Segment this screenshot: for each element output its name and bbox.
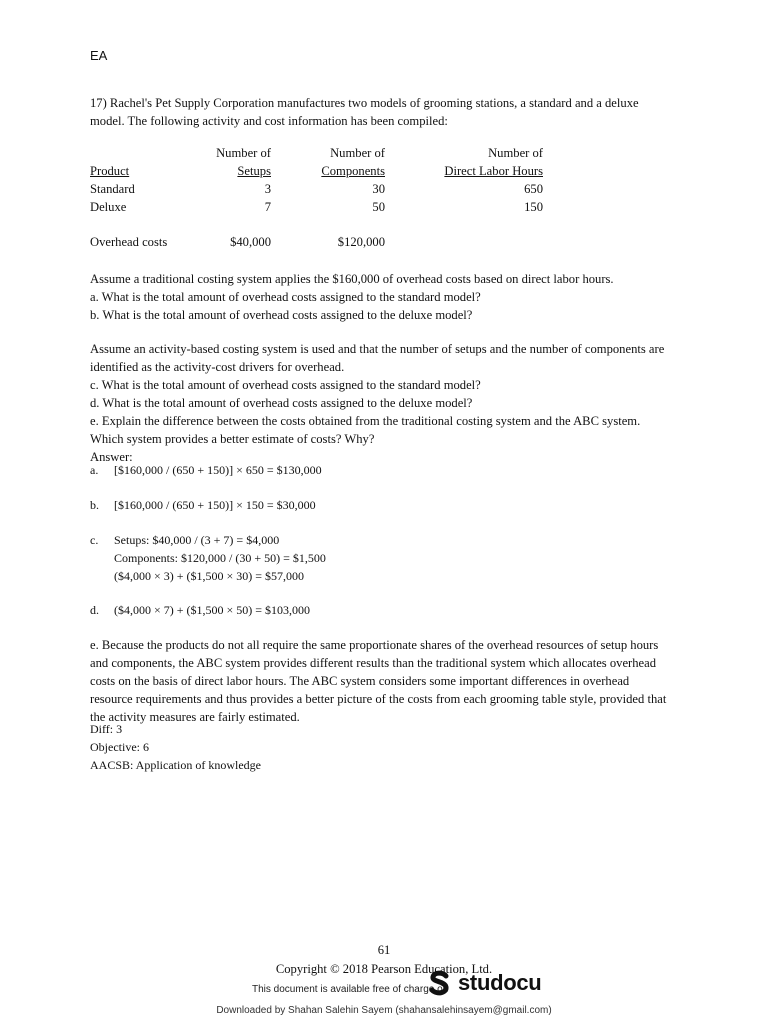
studocu-wordmark: studocu bbox=[458, 970, 542, 995]
page-number: 61 bbox=[377, 943, 391, 957]
overhead-setups: $40,000 bbox=[230, 235, 271, 249]
question-intro: 17) Rachel's Pet Supply Corporation manufactures two models of grooming stations, a standard and a deluxe model. The following activity and cost information has been compiled: bbox=[90, 96, 639, 128]
answer-a-text: [$160,000 / (650 + 150)] × 650 = $130,000 bbox=[114, 463, 322, 477]
table-row bbox=[90, 200, 560, 218]
copyright: Copyright © 2018 Pearson Education, Ltd. bbox=[275, 962, 493, 976]
components-cell: 30 bbox=[372, 182, 385, 196]
question-c: c. What is the total amount of overhead costs assigned to the standard model? bbox=[90, 378, 481, 392]
question-a: a. What is the total amount of overhead costs assigned to the standard model? bbox=[90, 290, 481, 304]
answer-b-label: b. bbox=[90, 498, 99, 512]
answer-d bbox=[90, 601, 310, 619]
answer-a bbox=[90, 461, 322, 479]
components-cell: 50 bbox=[372, 200, 385, 214]
header-number-of-dlh-top: Number of bbox=[488, 146, 543, 160]
dlh-cell: 150 bbox=[524, 200, 543, 214]
table-header-row-bottom bbox=[90, 164, 560, 182]
studocu-logo[interactable] bbox=[426, 968, 541, 998]
overhead-components: $120,000 bbox=[337, 235, 385, 249]
overhead-label: Overhead costs bbox=[90, 235, 168, 249]
answer-e: e. Because the products do not all require the same proportionate shares of the overhead resources of setup hours and components, the ABC system provides different results than the traditional system which allocates overhead costs on the basis of direct labor hours. The ABC system considers some important differences in overhead resource requirements and thus provides a better picture of the costs from each grooming table style, provided that the activity measures are fairly estimated. bbox=[90, 638, 667, 724]
overhead-costs-row bbox=[90, 235, 560, 253]
studocu-availability-note: This document is available free of charge on bbox=[252, 984, 449, 995]
header-mark: EA bbox=[90, 48, 108, 63]
setups-cell: 3 bbox=[264, 182, 271, 196]
traditional-premise: Assume a traditional costing system applies the $160,000 of overhead costs based on direct labor hours. bbox=[90, 272, 614, 286]
answer-c-line: Components: $120,000 / (30 + 50) = $1,500 bbox=[114, 551, 326, 565]
answer-a-label: a. bbox=[90, 463, 99, 477]
studocu-s-icon bbox=[426, 969, 454, 997]
downloaded-by: Downloaded by Shahan Salehin Sayem (shahansalehinsayem@gmail.com) bbox=[216, 1005, 552, 1016]
abc-premise: Assume an activity-based costing system is used and that the number of setups and the number of components are identified as the activity-cost drivers for overhead. bbox=[90, 342, 665, 374]
activity-cost-table bbox=[90, 146, 560, 253]
answer-c bbox=[90, 531, 326, 585]
header-number-of-components-top: Number of bbox=[330, 146, 385, 160]
abc-questions bbox=[90, 340, 670, 466]
answer-c-line: Setups: $40,000 / (3 + 7) = $4,000 bbox=[114, 533, 280, 547]
difficulty: Diff: 3 bbox=[90, 722, 123, 736]
header-product: Product bbox=[90, 164, 130, 178]
answer-d-label: d. bbox=[90, 603, 99, 617]
header-number-of-setups-top: Number of bbox=[216, 146, 271, 160]
traditional-questions bbox=[90, 270, 670, 324]
answer-b bbox=[90, 496, 316, 514]
question-d: d. What is the total amount of overhead costs assigned to the deluxe model? bbox=[90, 396, 473, 410]
dlh-cell: 650 bbox=[524, 182, 543, 196]
question-b: b. What is the total amount of overhead costs assigned to the deluxe model? bbox=[90, 308, 473, 322]
aacsb: AACSB: Application of knowledge bbox=[90, 758, 261, 772]
answer-d-text: ($4,000 × 7) + ($1,500 × 50) = $103,000 bbox=[114, 603, 311, 617]
product-cell: Standard bbox=[90, 182, 135, 196]
question-e: e. Explain the difference between the costs obtained from the traditional costing system and the ABC system. Which system provides a better estimate of costs? Why? bbox=[90, 414, 641, 446]
answer-c-line: ($4,000 × 3) + ($1,500 × 30) = $57,000 bbox=[114, 569, 305, 583]
question-metadata bbox=[90, 720, 261, 774]
answer-heading: Answer: bbox=[90, 450, 133, 464]
answer-b-text: [$160,000 / (650 + 150)] × 150 = $30,000 bbox=[114, 498, 316, 512]
table-row bbox=[90, 182, 560, 200]
table-header-row-top bbox=[90, 146, 560, 164]
answer-c-label: c. bbox=[90, 533, 99, 547]
setups-cell: 7 bbox=[264, 200, 271, 214]
header-components: Components bbox=[321, 164, 385, 178]
header-setups: Setups bbox=[237, 164, 271, 178]
objective: Objective: 6 bbox=[90, 740, 149, 754]
header-direct-labor-hours: Direct Labor Hours bbox=[444, 164, 543, 178]
product-cell: Deluxe bbox=[90, 200, 127, 214]
